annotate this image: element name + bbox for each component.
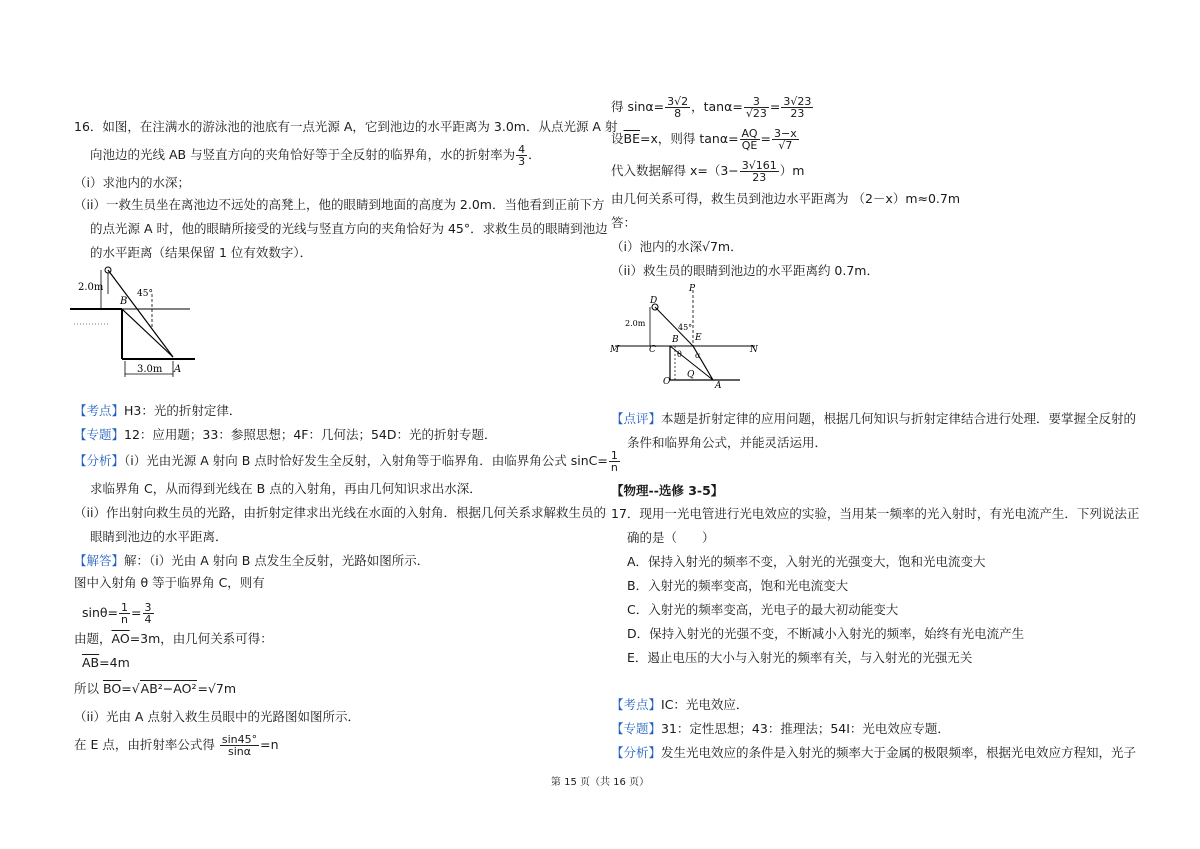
fraction: $\frac{4}{3}$: [518, 143, 526, 168]
svg-text:45°: 45°: [678, 323, 693, 332]
sub-question-2-line2: 的点光源 A 时，他的眼睛所接受的光线与竖直方向的夹角恰好为 45°．求救生员的眼睛到池边: [90, 221, 608, 236]
svg-text:D: D: [650, 296, 658, 306]
fenxi-line2: 求临界角 C，从而得到光线在 B 点的入射角，再由几何知识求出水深．: [90, 481, 482, 496]
jieda-line4: （ii）光由 A 点射入救生员眼中的光路图如图所示．: [74, 709, 360, 724]
svg-text:B: B: [672, 335, 679, 345]
bo-equation: 所以 $\overline{BO}=√AB^2-AO^2=√7m$: [74, 681, 237, 696]
dianping-line1: 【点评】本题是折射定律的应用问题，根据几何知识与折射定律结合进行处理．要掌握全反射的: [611, 411, 1137, 426]
answer-2: （ii）救生员的眼睛到池边的水平距离约 0.7m．: [611, 263, 879, 278]
pool-figure: [70, 264, 200, 379]
refraction-equation: 在 E 点，由折射率公式得 $\frac{\sin 45^\circ}{\sin\alpha}$ =n: [74, 733, 279, 758]
fenxi-line4: 眼睛到池边的水平距离．: [90, 529, 228, 544]
svg-text:N: N: [750, 345, 758, 355]
kaodian-line: 【考点】H3：光的折射定律．: [74, 403, 242, 418]
svg-text:E: E: [695, 333, 702, 343]
point-a-label: A: [174, 364, 182, 375]
sub-question-2-line1: （ii）一救生员坐在离池边不远处的高凳上，他的眼睛到地面的高度为 2.0m．当他看到正前下方: [74, 197, 605, 212]
jieda-line3: 由题，$\overline{AO}=3m$，由几何关系可得：: [74, 631, 273, 646]
svg-text:P: P: [689, 284, 696, 294]
jieda-line1: 【解答】解：（i）光由 A 射向 B 点发生全反射，光路如图所示．: [74, 553, 430, 568]
q16-line2: 向池边的光线 AB 与竖直方向的夹角恰好等于全反射的临界角，水的折射率为 $\frac{4}{3}$ ．: [90, 143, 541, 168]
answer-1: （i）池内的水深√7m．: [611, 239, 743, 254]
svg-text:α: α: [695, 351, 701, 360]
zhuanti-line-r: 【专题】31：定性思想；43：推理法；54I：光电效应专题．: [611, 721, 950, 736]
option-c: C．入射光的频率变高，光电子的最大初动能变大: [627, 602, 899, 617]
lifeguard-figure: [605, 282, 758, 394]
fenxi-line3: （ii）作出射向救生员的光路，由折射定律求出光线在水面的入射角．根据几何关系求解救生员的: [74, 505, 606, 520]
q16-line1: 16．如图，在注满水的游泳池的池底有一点光源 A，它到池边的水平距离为 3.0m．从点光源 A 射: [74, 119, 618, 134]
option-a: A．保持入射光的频率不变，入射光的光强变大，饱和光电流变大: [627, 554, 986, 569]
q17-line1: 17．现用一光电管进行光电效应的实验，当用某一频率的光入射时，有光电流产生．下列说法正: [611, 506, 1140, 521]
jieda-line2: 图中入射角 θ 等于临界角 C，则有: [74, 575, 265, 590]
page-footer: 第 15 页（共 16 页）: [550, 777, 650, 788]
section-heading: 【物理--选修 3-5】: [611, 483, 724, 498]
option-e: E．遏止电压的大小与入射光的频率有关，与入射光的光强无关: [627, 650, 973, 665]
svg-text:M: M: [610, 345, 620, 355]
distance-result: 由几何关系可得，救生员到池边水平距离为 （2－x）m≈0.7m: [611, 191, 961, 206]
svg-text:Q: Q: [687, 370, 695, 380]
dianping-line2: 条件和临界角公式，并能灵活运用．: [627, 435, 828, 450]
option-b: B．入射光的频率变高，饱和光电流变大: [627, 578, 849, 593]
svg-text:O: O: [663, 377, 671, 387]
point-b-label: B: [120, 296, 128, 307]
x-solution: 代入数据解得 x=（3− $\frac{3√161}{23}$ ）m: [611, 159, 805, 184]
fenxi-line1: 【分析】（i）光由光源 A 射向 B 点时恰好发生全反射，入射角等于临界角．由临界角公式 sinC= $\frac{1}{n}$: [74, 449, 618, 474]
q17-line2: 确的是（ ）: [627, 530, 715, 545]
sin-alpha-equation: 得 sinα= $\frac{3√2}{8}$ ，tanα= $\frac{3}{√23}$ = $\frac{3√23}{23}$: [611, 95, 812, 120]
svg-text:2.0m: 2.0m: [625, 319, 646, 328]
svg-text:A: A: [715, 381, 722, 391]
distance-label: 3.0m: [137, 364, 163, 375]
tan-alpha-equation: 设$\overline{BE}=x$，则得 tanα= $\frac{AQ}{QE}$ = $\frac{3-x}{√7}$: [611, 127, 797, 152]
ab-equation: $\overline{AB}=4m$: [82, 655, 130, 670]
svg-text:θ: θ: [677, 350, 682, 359]
kaodian-line-r: 【考点】IC：光电效应．: [611, 697, 749, 712]
sin-theta-equation: sinθ= $\frac{1}{n}$ = $\frac{3}{4}$: [82, 601, 152, 626]
fenxi-line-r: 【分析】发生光电效应的条件是入射光的频率大于金属的极限频率，根据光电效应方程知，光子: [611, 745, 1137, 760]
option-d: D．保持入射光的光强不变，不断减小入射光的频率，始终有光电流产生: [627, 626, 1025, 641]
sub-question-1: （i）求池内的水深；: [74, 175, 190, 190]
angle-label: 45°: [137, 289, 153, 299]
sub-question-2-line3: 的水平距离（结果保留 1 位有效数字）．: [90, 245, 313, 260]
height-label: 2.0m: [78, 282, 104, 293]
zhuanti-line: 【专题】12：应用题；33：参照思想；4F：几何法；54D：光的折射专题．: [74, 427, 497, 442]
answer-label: 答：: [611, 215, 637, 230]
svg-text:C: C: [649, 345, 656, 355]
